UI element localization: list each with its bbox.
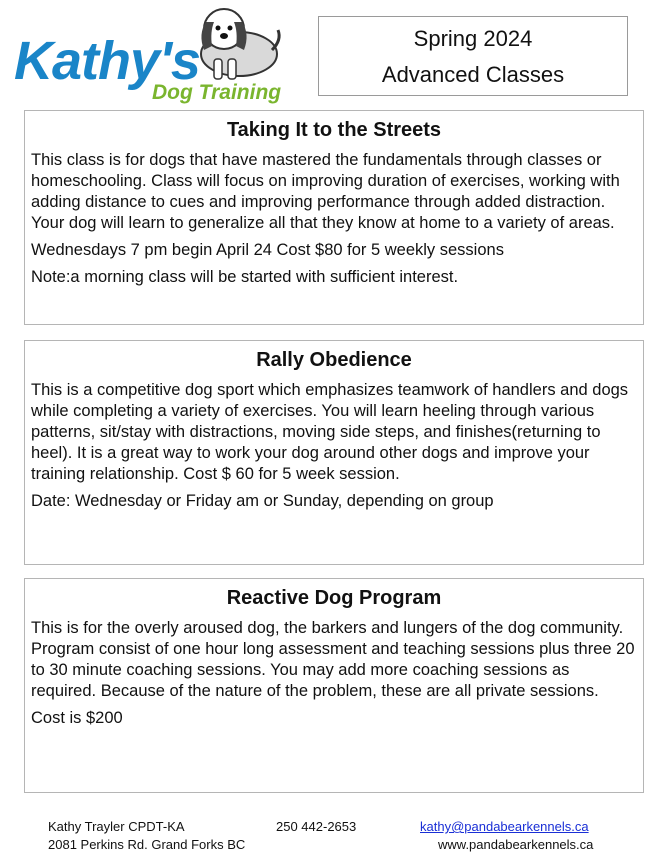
footer-website: www.pandabearkennels.ca bbox=[438, 837, 594, 852]
season-title: Spring 2024 bbox=[413, 26, 533, 51]
footer-phone: 250 442-2653 bbox=[276, 819, 357, 834]
class-card-reactive bbox=[24, 578, 644, 793]
logo-kathys: Kathy's bbox=[14, 31, 200, 91]
footer-name: Kathy Trayler CPDT-KA bbox=[48, 819, 185, 834]
class-cost: Cost is $200 bbox=[31, 709, 123, 727]
logo-dog-training: Dog Training bbox=[152, 81, 282, 104]
class-card-streets bbox=[24, 110, 644, 325]
class-title: Reactive Dog Program bbox=[226, 587, 442, 609]
footer-email-link[interactable]: kathy@pandabearkennels.ca bbox=[420, 819, 589, 834]
class-title: Rally Obedience bbox=[256, 349, 412, 371]
class-title: Taking It to the Streets bbox=[226, 119, 442, 141]
class-schedule: Wednesdays 7 pm begin April 24 Cost $80 for 5 weekly sessions bbox=[31, 241, 504, 259]
class-note: Note:a morning class will be started with sufficient interest. bbox=[31, 268, 459, 286]
class-description: This class is for dogs that have mastered the fundamentals through classes or homeschooling. Class will focus on improving duration of exercises, working with adding distance to cues and improving performance through added distraction. Your dog will learn to generalize all that they know at home to a variety of areas. bbox=[31, 151, 620, 232]
season-box bbox=[318, 16, 628, 96]
class-description: This is for the overly aroused dog, the barkers and lungers of the dog community. Program consist of one hour long assessment and teaching sessions plus three 20 to 30 minute coaching sessions. You may add more coaching sessions as required. Because of the nature of the problem, these are all private sessions. bbox=[31, 619, 635, 700]
footer-address: 2081 Perkins Rd. Grand Forks BC bbox=[48, 837, 246, 852]
class-description: This is a competitive dog sport which emphasizes teamwork of handlers and dogs while completing a variety of exercises. You will learn heeling through various patterns, sit/stay with distractions, moving side steps, and finishes(returning to heel). It is a great way to work your dog around other dogs and improve your training relationship. Cost $ 60 for 5 week session. bbox=[31, 381, 629, 483]
logo bbox=[12, 4, 282, 108]
class-schedule: Date: Wednesday or Friday am or Sunday, depending on group bbox=[31, 492, 494, 510]
season-subtitle: Advanced Classes bbox=[381, 62, 565, 87]
class-card-rally bbox=[24, 340, 644, 565]
